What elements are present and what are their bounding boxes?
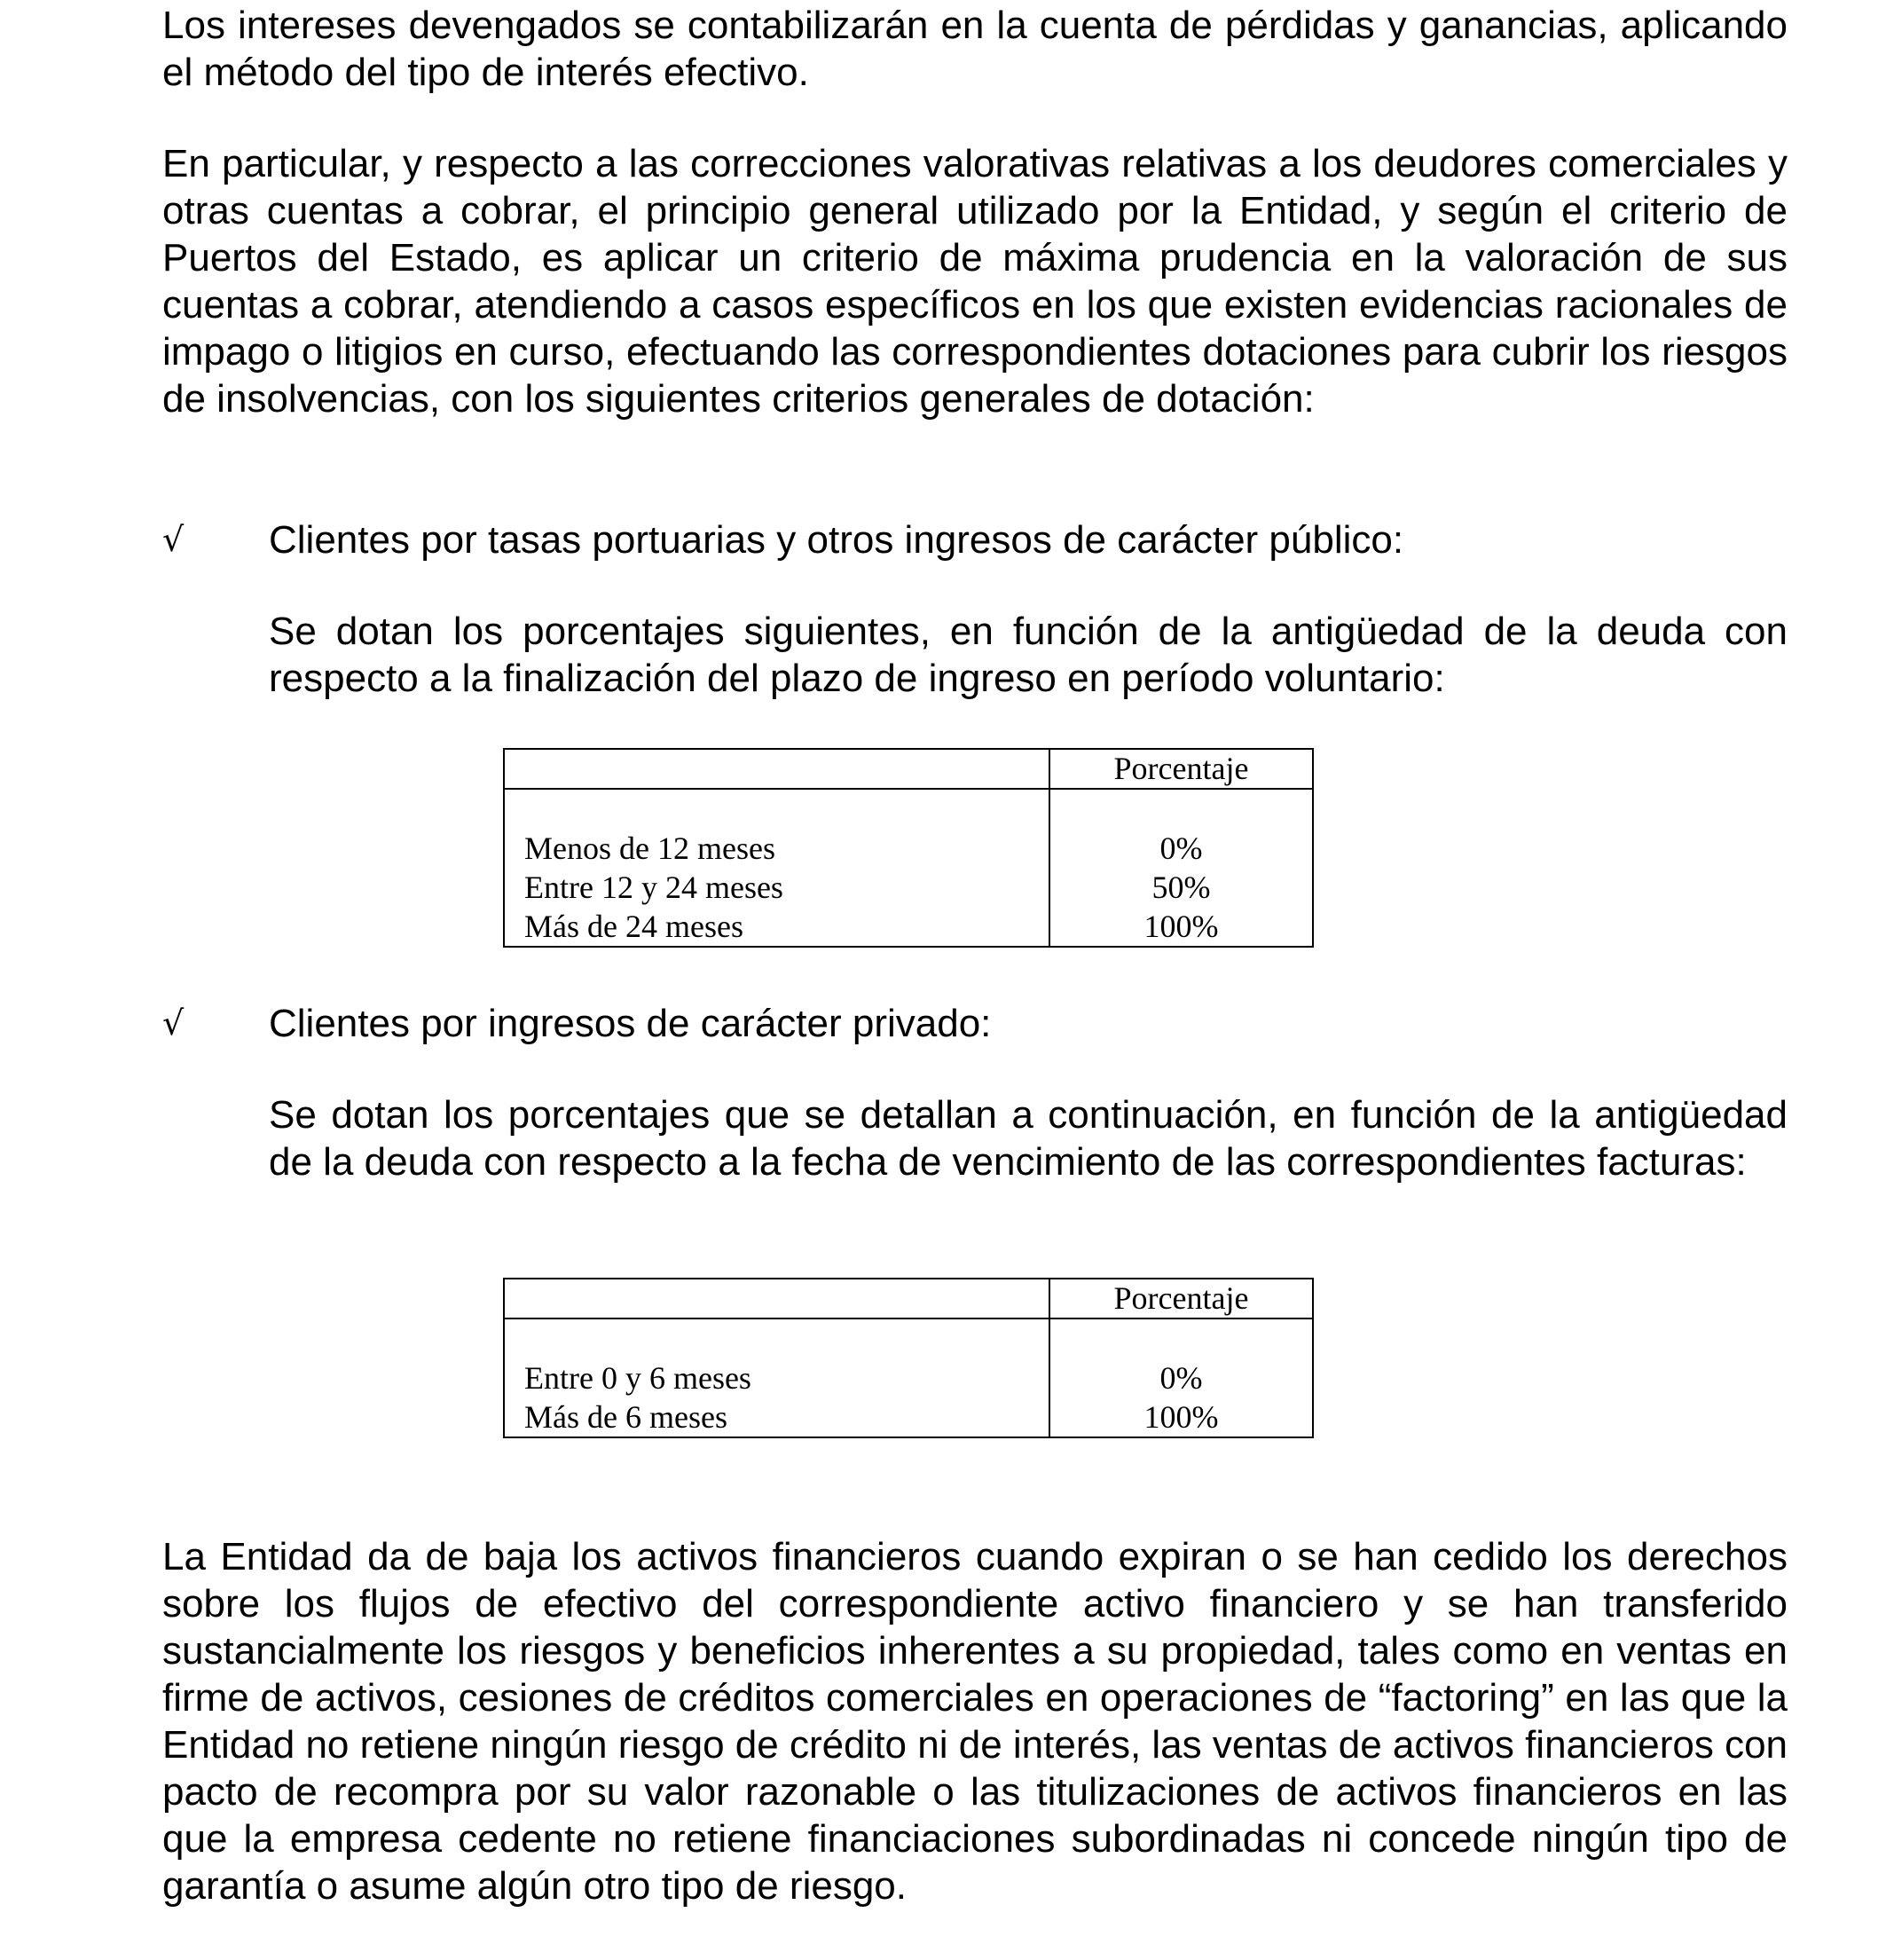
bullet-heading: Clientes por ingresos de carácter privado: [269, 1002, 992, 1045]
percentage-table-private [503, 1278, 1314, 1438]
table-header-percentage: Porcentaje [1049, 1279, 1313, 1318]
section-description: Se dotan los porcentajes que se detallan a continuación, en función de la antigüedad de la deuda con respecto a la fecha de vencimiento de las correspondientes facturas: [269, 1093, 1788, 1184]
table-row-label: Entre 12 y 24 meses [524, 870, 783, 905]
table-row-value: 50% [1151, 870, 1211, 905]
table-header-percentage: Porcentaje [1049, 749, 1313, 789]
table-row-label: Menos de 12 meses [524, 830, 775, 866]
paragraph-general-criteria: En particular, y respecto a las correcciones valorativas relativas a los deudores comerciales y otras cuentas a cobrar, el principio general utilizado por la Entidad, y según el criterio de Puertos del Estado, es aplicar un criterio de máxima prudencia en la valoración de sus cuentas a cobrar, atendiendo a casos específicos en los que existen evidencias racionales de impago o litigios en curso, efectuando las correspondientes dotaciones para cubrir los riesgos de insolvencias, con los siguientes criterios generales de dotación: [162, 142, 1788, 421]
paragraph-derecognition: La Entidad da de baja los activos financieros cuando expiran o se han cedido los derechos sobre los flujos de efectivo del correspondiente activo financiero y se han transferido sustancialmente los riesgos y beneficios inherentes a su propiedad, tales como en ventas en firme de activos, cesiones de créditos comerciales en operaciones de “factoring” en las que la Entidad no retiene ningún riesgo de crédito ni de interés, las ventas de activos financieros con pacto de recompra por su valor razonable o las titulizaciones de activos financieros en las que la empresa cedente no retiene financiaciones subordinadas ni concede ningún tipo de garantía o asume algún otro tipo de riesgo. [162, 1535, 1788, 1908]
table-row-label: Más de 24 meses [524, 909, 743, 944]
table-labels-cell [504, 789, 1049, 947]
checkmark-icon: √ [162, 520, 185, 559]
section-description: Se dotan los porcentajes siguientes, en función de la antigüedad de la deuda con respecto a la finalización del plazo de ingreso en período voluntario: [269, 610, 1788, 700]
percentage-table-public [503, 748, 1314, 948]
table-row-value: 0% [1159, 830, 1203, 866]
paragraph-intro: Los intereses devengados se contabilizarán en la cuenta de pérdidas y ganancias, aplicando el método del tipo de interés efectivo. [162, 4, 1788, 94]
checkmark-icon: √ [162, 1004, 185, 1043]
table-values-cell [1049, 789, 1313, 947]
bullet-heading: Clientes por tasas portuarias y otros ingresos de carácter público: [269, 518, 1404, 562]
table-header-empty [504, 749, 1049, 789]
table-labels-cell [504, 1318, 1049, 1437]
table-row-label: Más de 6 meses [524, 1399, 727, 1435]
table-values-cell [1049, 1318, 1313, 1437]
table-row-value: 100% [1143, 1399, 1219, 1435]
table-header-empty [504, 1279, 1049, 1318]
table-row-value: 0% [1159, 1360, 1203, 1396]
table-row-value: 100% [1143, 909, 1219, 944]
table-row-label: Entre 0 y 6 meses [524, 1360, 751, 1396]
